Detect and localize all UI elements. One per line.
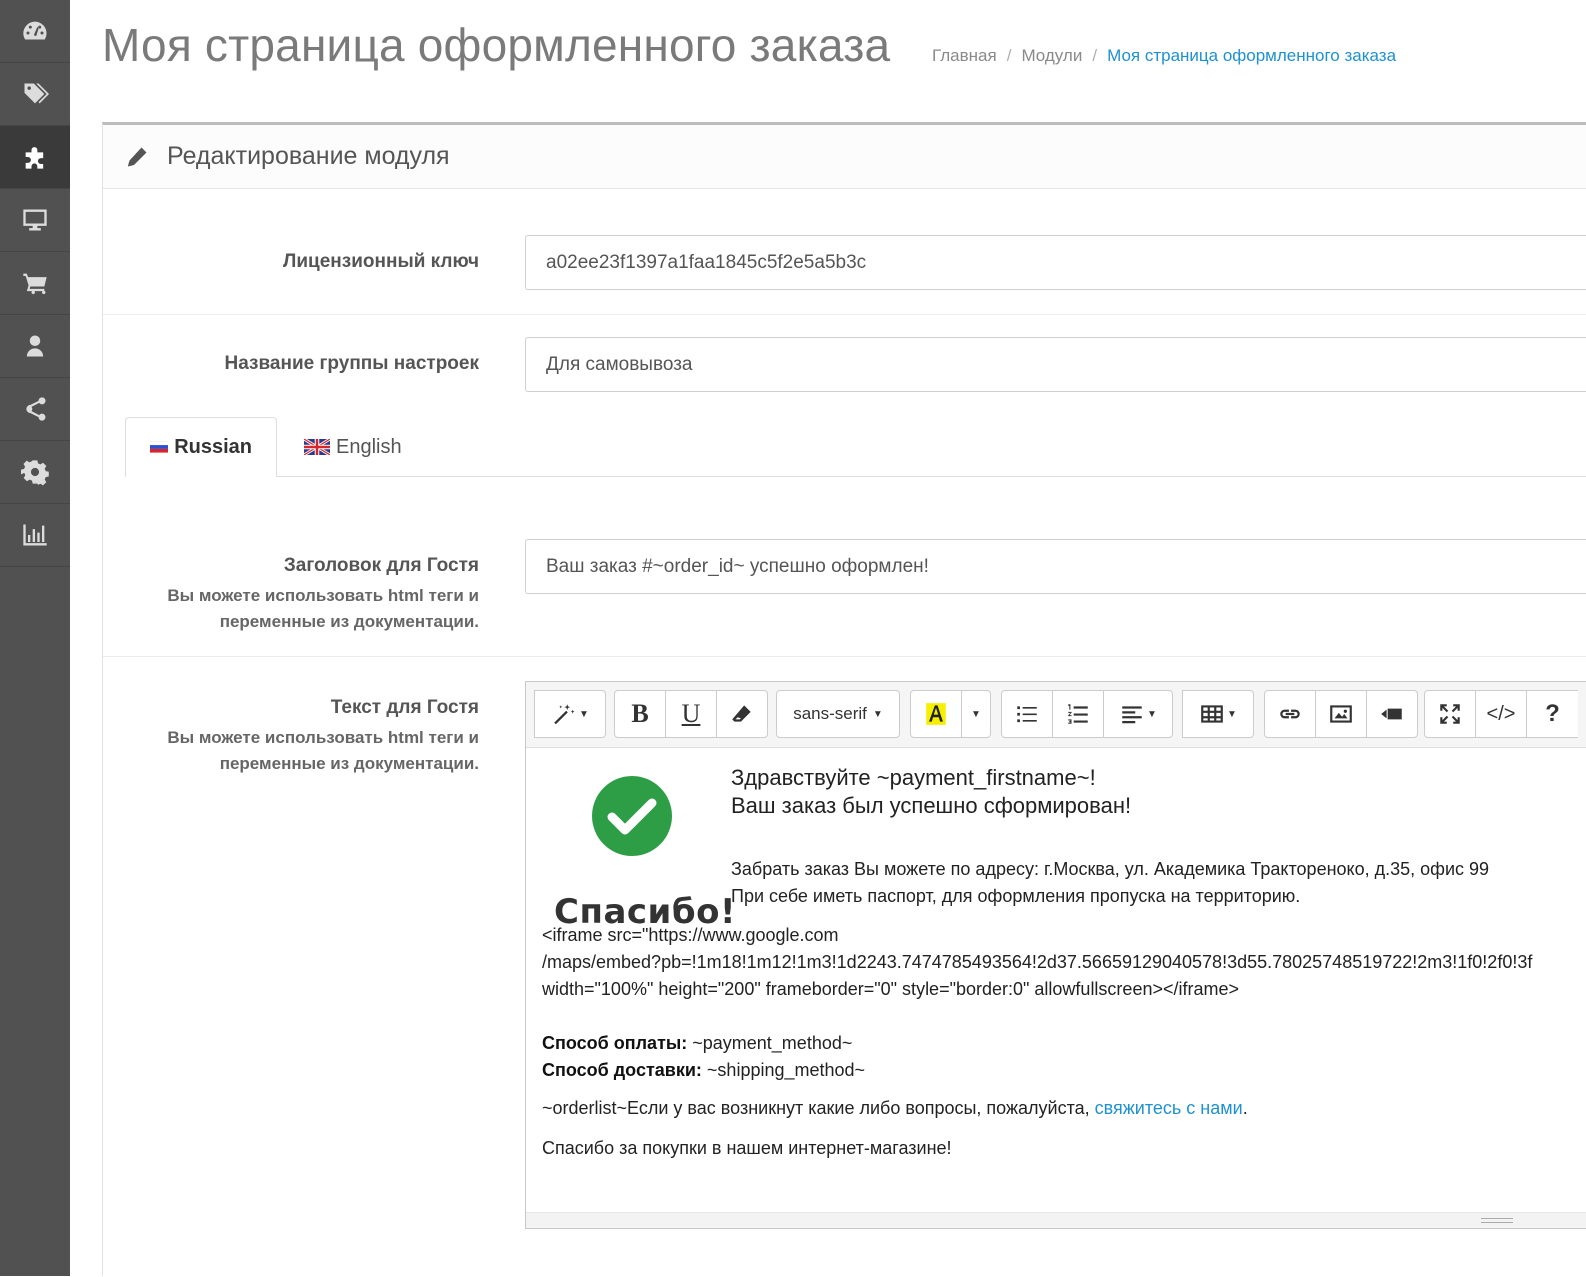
guest-title-label: Заголовок для Гостя: [283, 555, 479, 576]
text-color-dropdown[interactable]: ▼: [961, 690, 991, 738]
table-icon: [1199, 701, 1225, 727]
breadcrumb-separator: /: [1092, 46, 1098, 65]
check-circle-icon: [590, 774, 674, 858]
license-row: [103, 189, 1586, 315]
payment-method-value: ~payment_method~: [687, 1033, 853, 1053]
font-family-value: sans-serif: [793, 704, 867, 723]
panel-heading: [103, 125, 1586, 189]
bullet-list-icon: [1014, 701, 1040, 727]
list-group: [1001, 690, 1173, 738]
insert-table-button[interactable]: ▼: [1182, 690, 1254, 738]
uk-flag-icon: [304, 439, 330, 455]
guest-title-row: [103, 477, 1586, 657]
iframe-code-line: /maps/embed?pb=!1m18!1m12!1m3!1d2243.7474785493564!2d37.56659129040578!3d55.78025748519722!2m3!1f0!2f0!3f: [542, 952, 1533, 972]
guest-text-label-group: [119, 695, 479, 777]
font-group: [776, 690, 900, 738]
resize-grip-icon[interactable]: [1481, 1218, 1513, 1223]
breadcrumb-current[interactable]: Моя страница оформленного заказа: [1107, 46, 1397, 65]
methods-block: [542, 1030, 865, 1084]
bar-chart-icon: [21, 521, 49, 549]
sidebar-item-reports[interactable]: [0, 504, 70, 567]
gear-icon: [21, 458, 49, 486]
code-icon: </>: [1486, 702, 1516, 725]
greeting-line: Здравствуйте ~payment_firstname~!: [731, 765, 1096, 790]
magic-style-button[interactable]: ▼: [534, 690, 606, 738]
puzzle-icon: [21, 143, 49, 171]
underline-button[interactable]: U: [665, 690, 717, 738]
guest-title-field[interactable]: Ваш заказ #~order_id~ успешно оформлен!: [525, 539, 1586, 594]
insert-image-button[interactable]: [1315, 690, 1367, 738]
image-icon: [1328, 701, 1354, 727]
tab-russian-label: Russian: [174, 435, 252, 458]
format-group: [614, 690, 768, 738]
russia-flag-icon: [150, 439, 168, 455]
breadcrumb: [932, 46, 1396, 66]
desktop-icon: [21, 206, 49, 234]
bold-button[interactable]: B: [614, 690, 666, 738]
font-color-icon: [923, 701, 949, 727]
sidebar-item-dashboard[interactable]: [0, 0, 70, 63]
align-left-icon: [1119, 701, 1145, 727]
license-key-field[interactable]: a02ee23f1397a1faa1845c5f2e5a5b3c: [525, 235, 1586, 290]
breadcrumb-separator: /: [1006, 46, 1012, 65]
bullet-list-button[interactable]: [1001, 690, 1053, 738]
dashboard-icon: [21, 17, 49, 45]
tab-english-label: English: [336, 435, 402, 458]
orderlist-text: ~orderlist~Если у вас возникнут какие либо вопросы, пожалуйста,: [542, 1098, 1095, 1118]
pickup-block: [731, 856, 1489, 910]
view-group: [1424, 690, 1578, 738]
iframe-code-line: width="100%" height="200" frameborder="0" style="border:0" allowfullscreen></iframe>: [542, 979, 1240, 999]
rich-text-editor[interactable]: [525, 681, 1586, 1229]
editor-toolbar: [526, 682, 1586, 748]
guest-text-help: Вы можете использовать html теги и переменные из документации.: [167, 728, 479, 773]
thanks-label: Спасибо!: [554, 892, 736, 932]
sidebar-item-design[interactable]: [0, 189, 70, 252]
sidebar: [0, 0, 70, 1276]
pickup-address: Забрать заказ Вы можете по адресу: г.Москва, ул. Академика Трактореноко, д.35, офис 99: [731, 859, 1490, 879]
video-icon: [1379, 701, 1405, 727]
cart-icon: [21, 269, 49, 297]
share-icon: [21, 395, 49, 423]
contact-us-link[interactable]: свяжитесь с нами: [1094, 1098, 1243, 1118]
iframe-code-line: <iframe src="https://www.google.com: [542, 925, 839, 945]
link-icon: [1277, 701, 1303, 727]
payment-method-label: Способ оплаты:: [542, 1033, 688, 1053]
thanks-image: [554, 774, 736, 932]
order-success-line: Ваш заказ был успешно сформирован!: [731, 793, 1132, 818]
pencil-icon: [125, 145, 149, 169]
align-button[interactable]: ▼: [1103, 690, 1173, 738]
edit-module-panel: [102, 122, 1586, 1276]
sidebar-item-customers[interactable]: [0, 315, 70, 378]
guest-text-label: Текст для Гостя: [330, 697, 479, 718]
text-color-button[interactable]: [910, 690, 962, 738]
help-icon: ?: [1545, 700, 1560, 727]
group-name-field[interactable]: Для самовывоза: [525, 337, 1586, 392]
shipping-method-line: [542, 1057, 865, 1084]
license-label: Лицензионный ключ: [283, 251, 479, 272]
help-button[interactable]: [1526, 690, 1578, 738]
magic-wand-icon: [551, 701, 577, 727]
greeting-block: [731, 764, 1131, 820]
editor-content[interactable]: [526, 748, 1586, 1214]
group-row: [103, 315, 1586, 415]
tags-icon: [21, 80, 49, 108]
sidebar-item-catalog[interactable]: [0, 63, 70, 126]
payment-method-line: [542, 1030, 865, 1057]
fullscreen-button[interactable]: [1424, 690, 1476, 738]
guest-title-label-group: [119, 553, 479, 635]
style-group: [534, 690, 606, 738]
eraser-icon: [729, 701, 755, 727]
tab-english[interactable]: [280, 417, 426, 477]
clear-format-button[interactable]: [716, 690, 768, 738]
font-family-select[interactable]: sans-serif ▼: [776, 690, 900, 738]
table-group: [1182, 690, 1254, 738]
breadcrumb-home[interactable]: Главная: [932, 46, 997, 65]
orderlist-line: [542, 1098, 1248, 1119]
fullscreen-icon: [1437, 701, 1463, 727]
shipping-method-label: Способ доставки:: [542, 1060, 702, 1080]
user-icon: [21, 332, 49, 360]
orderlist-period: .: [1242, 1098, 1248, 1118]
group-label: Название группы настроек: [224, 353, 479, 374]
sidebar-item-marketing[interactable]: [0, 378, 70, 441]
final-line: Спасибо за покупки в нашем интернет-магазине!: [542, 1138, 952, 1158]
numbered-list-button[interactable]: [1052, 690, 1104, 738]
iframe-code: [542, 922, 1532, 1003]
insert-group: [1264, 690, 1418, 738]
sidebar-item-system[interactable]: [0, 441, 70, 504]
code-view-button[interactable]: [1475, 690, 1527, 738]
sidebar-item-sales[interactable]: [0, 252, 70, 315]
panel-title: Редактирование модуля: [167, 142, 450, 170]
sidebar-item-extensions[interactable]: [0, 126, 70, 189]
page-title: Моя страница оформленного заказа: [102, 19, 891, 71]
breadcrumb-modules[interactable]: Модули: [1021, 46, 1083, 65]
editor-resize-bar[interactable]: [526, 1212, 1586, 1228]
insert-link-button[interactable]: [1264, 690, 1316, 738]
language-tabs: [125, 417, 1586, 477]
pickup-note: При себе иметь паспорт, для оформления пропуска на территорию.: [731, 886, 1301, 906]
insert-video-button[interactable]: [1366, 690, 1418, 738]
guest-title-help: Вы можете использовать html теги и переменные из документации.: [167, 586, 479, 631]
color-group: [910, 690, 991, 738]
tab-russian[interactable]: [125, 417, 277, 477]
shipping-method-value: ~shipping_method~: [701, 1060, 866, 1080]
numbered-list-icon: [1065, 701, 1091, 727]
